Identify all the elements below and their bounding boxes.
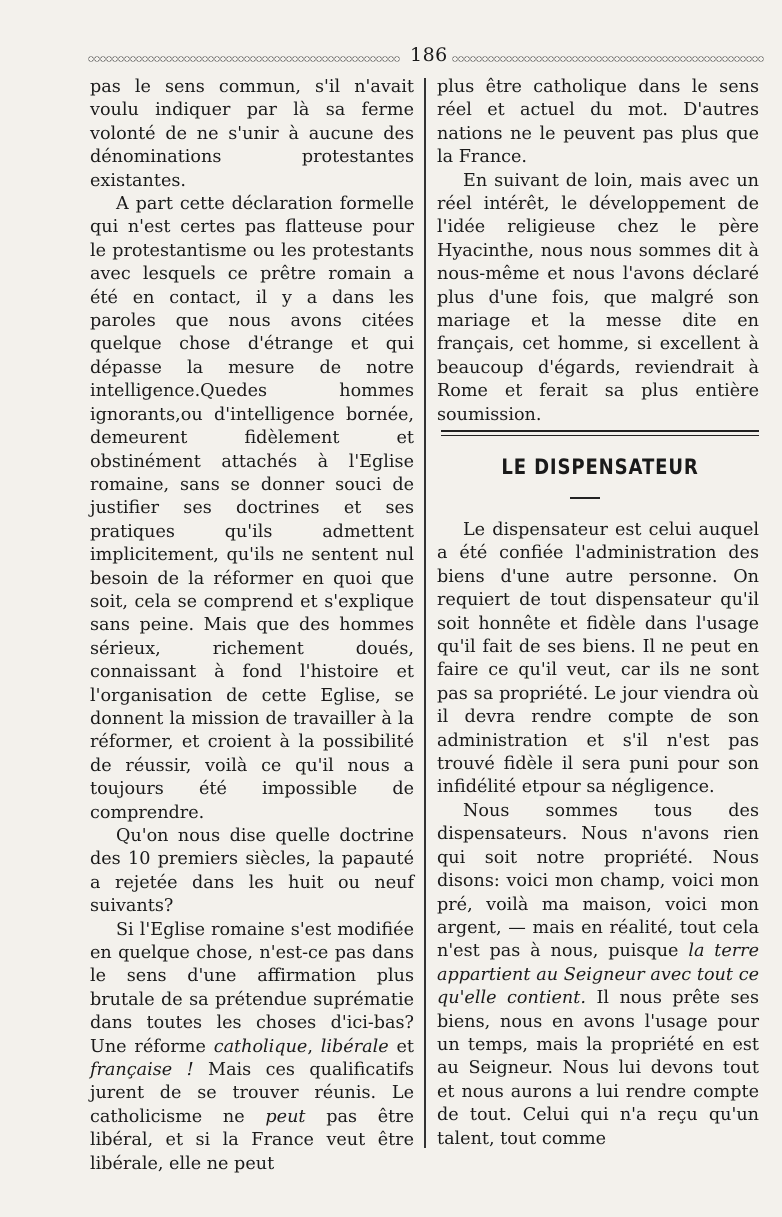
column-divider [424, 78, 426, 1148]
text-run: Mais ces qualificatifs jurent de se trouver réunis. Le catholicisme ne [90, 1060, 414, 1127]
title-underline [570, 497, 600, 499]
paragraph: Qu'on nous dise quelle doctrine des 10 premiers siècles, la papauté a rejetée dans les huit ou neuf suivants? [90, 826, 414, 917]
emphasis: française ! [90, 1060, 194, 1081]
text-run: pas être libéral, et si la France veut être libérale, elle ne peut [90, 1106, 414, 1174]
text-run: Si l'Eglise romaine s'est modifiée en quelque chose, n'est-ce pas dans le sens d'une affirmation plus brutale de sa prétendue suprématie dans toutes les choses d'ici-bas? Une réforme [90, 919, 414, 1057]
section-separator [441, 430, 759, 440]
emphasis: la terre appartient au Seigneur avec tout ce qu'elle contient. [437, 941, 759, 1009]
paragraph [90, 919, 414, 1176]
paragraph: pas le sens commun, s'il n'avait voulu indiquer par là sa ferme volonté de ne s'unir à aucune des dénominations protestantes existantes. [90, 77, 414, 191]
text-run: , [307, 1036, 321, 1057]
right-column [437, 76, 759, 427]
text-run: et [388, 1036, 414, 1057]
text-run: Il nous prête ses biens, nous en avons l'usage pour un temps, mais la propriété en est au Seigneur. Nous lui devons tout et nous aurons a lui rendre compte de tout. Celui qui n'a reçu qu'un talent, tout comme [437, 988, 759, 1149]
emphasis: libérale [320, 1036, 389, 1057]
paragraph: En suivant de loin, mais avec un réel intérêt, le développement de l'idée religieuse chez le père Hyacinthe, nous nous sommes dit à nous-même et nous l'avons déclaré plus d'une fois, que malgré son mariage et la messe dite en français, cet homme, si excellent à beaucoup d'égards, reviendrait à Rome et ferait sa plus entière soumission. [437, 170, 759, 425]
paragraph: plus être catholique dans le sens réel et actuel du mot. D'autres nations ne le peuvent pas plus que la France. [437, 77, 759, 168]
paragraph: Le dispensateur est celui auquel a été confiée l'administration des biens d'une autre personne. On requiert de tout dispensateur qu'il soit honnête et fidèle dans l'usage qu'il fait de ses biens. Il ne peut en faire ce qu'il veut, car ils ne sont pas sa propriété. Le jour viendra où il devra rendre compte de son administration et s'il n'est pas trouvé fidèle il sera puni pour son infidélité etpour sa négligence. [437, 520, 759, 798]
right-column-section [437, 519, 759, 1151]
section-title: LE DISPENSATEUR [501, 455, 699, 479]
paragraph [437, 800, 759, 1151]
page-number: 186 [410, 44, 448, 66]
text-run: Nous sommes tous des dispensateurs. Nous n'avons rien qui soit notre propriété. Nous disons: voici mon champ, voici mon pré, voilà ma maison, voici mon argent, — mais en réalité, tout cela n'est pas à nous, puisque [437, 800, 759, 962]
paragraph: A part cette déclaration formelle qui n'est certes pas flatteuse pour le protestantisme ou les protestants avec lesquels ce prêtre romain a été en contact, il y a dans les paroles que nous avons citées quelque chose d'étrange et qui dépasse la mesure de notre intelligence.Quedes hommes ignorants,ou d'intelligence bornée, demeurent fidèlement et obstinément attachés à l'Eglise romaine, sans se donner souci de justifier ses doctrines et ses pratiques qu'ils admettent implicitement, qu'ils ne sentent nul besoin de la réformer en quoi que soit, cela se comprend et s'explique sans peine. Mais que des hommes sérieux, richement doués, connaissant à fond l'histoire et l'organisation de cette Eglise, se donnent la mission de travailler à la réformer, et croient à la possibilité de réussir, voilà ce qu'il nous a toujours été impossible de comprendre. [90, 194, 414, 823]
emphasis: catholique [213, 1036, 308, 1057]
header-rule-left [88, 56, 400, 62]
left-column [90, 76, 414, 1176]
header-rule-right [452, 56, 764, 62]
emphasis: peut [265, 1106, 306, 1127]
page-header [88, 42, 764, 70]
